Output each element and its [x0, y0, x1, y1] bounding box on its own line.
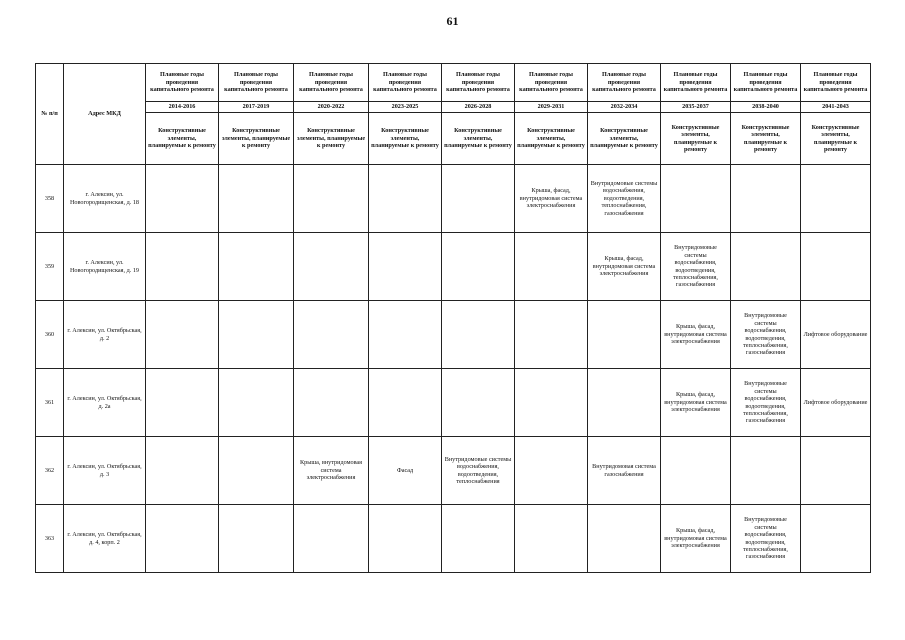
row-address: г. Алексин, ул. Октябрьская, д. 3: [64, 437, 146, 505]
header-plan-label: Плановые годы проведения капитального ремонта: [661, 64, 731, 102]
table-cell: [515, 369, 588, 437]
table-cell: Крыша, фасад, внутридомовая система электроснабжения: [661, 505, 731, 573]
header-elements-label: Конструктивные элементы, планируемые к ремонту: [369, 113, 442, 165]
header-period: 2038-2040: [731, 102, 801, 113]
table-cell: [661, 437, 731, 505]
table-cell: [442, 369, 515, 437]
row-address: г. Алексин, ул. Октябрьская, д. 2а: [64, 369, 146, 437]
header-elements-label: Конструктивные элементы, планируемые к ремонту: [442, 113, 515, 165]
table-cell: [731, 233, 801, 301]
table-row: [36, 369, 871, 437]
table-cell: Крыша, фасад, внутридомовая система электроснабжения: [661, 369, 731, 437]
table-cell: Крыша, фасад, внутридомовая система электроснабжения: [515, 165, 588, 233]
header-period: 2023-2025: [369, 102, 442, 113]
header-plan-label: Плановые годы проведения капитального ремонта: [146, 64, 219, 102]
table-cell: [731, 437, 801, 505]
table-row: [36, 505, 871, 573]
table-cell: [588, 369, 661, 437]
table-cell: Внутридомовые системы водоснабжения, водоотведения, теплоснабжения, газоснабжения: [661, 233, 731, 301]
header-row-years: [36, 102, 871, 113]
table-cell: Внутридомовые системы водоснабжения, водоотведения, теплоснабжения, газоснабжения: [731, 301, 801, 369]
table-cell: [146, 505, 219, 573]
table-cell: [294, 369, 369, 437]
table-cell: [219, 301, 294, 369]
table-cell: Внутридомовая система газоснабжения: [588, 437, 661, 505]
table-cell: [515, 233, 588, 301]
table-cell: [442, 165, 515, 233]
header-period: 2041-2043: [801, 102, 871, 113]
table-cell: [294, 301, 369, 369]
table-row: [36, 437, 871, 505]
header-elements-label: Конструктивные элементы, планируемые к ремонту: [146, 113, 219, 165]
table-cell: [146, 301, 219, 369]
header-period: 2026-2028: [442, 102, 515, 113]
table-cell: [294, 165, 369, 233]
header-period: 2032-2034: [588, 102, 661, 113]
row-number: 358: [36, 165, 64, 233]
table-cell: Крыша, фасад, внутридомовая система электроснабжения: [661, 301, 731, 369]
header-period: 2017-2019: [219, 102, 294, 113]
page-number: 61: [446, 14, 459, 28]
row-address: г. Алексин, ул. Октябрьская, д. 4, корп. 2: [64, 505, 146, 573]
table-cell: Внутридомовые системы водоснабжения, водоотведения, теплоснабжения, газоснабжения: [588, 165, 661, 233]
table-cell: Лифтовое оборудование: [801, 369, 871, 437]
header-elements-label: Конструктивные элементы, планируемые к ремонту: [294, 113, 369, 165]
table-cell: [515, 301, 588, 369]
header-address: Адрес МКД: [64, 64, 146, 165]
header-plan-label: Плановые годы проведения капитального ремонта: [442, 64, 515, 102]
table-cell: [294, 505, 369, 573]
table-cell: Внутридомовые системы водоснабжения, водоотведения, теплоснабжения, газоснабжения: [731, 505, 801, 573]
table-cell: [369, 505, 442, 573]
header-period: 2020-2022: [294, 102, 369, 113]
table-cell: [369, 165, 442, 233]
header-elements-label: Конструктивные элементы, планируемые к ремонту: [731, 113, 801, 165]
table-cell: [442, 233, 515, 301]
table-row: [36, 165, 871, 233]
table-cell: [369, 369, 442, 437]
table-cell: [219, 505, 294, 573]
table-cell: [442, 301, 515, 369]
table-cell: [146, 165, 219, 233]
header-plan-label: Плановые годы проведения капитального ремонта: [588, 64, 661, 102]
table-cell: [219, 165, 294, 233]
table-cell: Крыша, фасад, внутридомовая система электроснабжения: [588, 233, 661, 301]
header-plan-label: Плановые годы проведения капитального ремонта: [801, 64, 871, 102]
table-cell: Лифтовое оборудование: [801, 301, 871, 369]
table-cell: Внутридомовые системы водоснабжения, водоотведения, теплоснабжения, газоснабжения: [731, 369, 801, 437]
row-address: г. Алексин, ул. Новогородищенская, д. 19: [64, 233, 146, 301]
header-row-elements: [36, 113, 871, 165]
header-num: № п/п: [36, 64, 64, 165]
header-plan-label: Плановые годы проведения капитального ремонта: [294, 64, 369, 102]
row-number: 360: [36, 301, 64, 369]
table-cell: [801, 505, 871, 573]
row-number: 359: [36, 233, 64, 301]
row-address: г. Алексин, ул. Октябрьская, д. 2: [64, 301, 146, 369]
header-elements-label: Конструктивные элементы, планируемые к ремонту: [588, 113, 661, 165]
table-cell: [219, 369, 294, 437]
table-row: [36, 301, 871, 369]
header-elements-label: Конструктивные элементы, планируемые к ремонту: [801, 113, 871, 165]
table-cell: [146, 369, 219, 437]
table-cell: [515, 505, 588, 573]
header-period: 2014-2016: [146, 102, 219, 113]
row-number: 362: [36, 437, 64, 505]
header-elements-label: Конструктивные элементы, планируемые к ремонту: [661, 113, 731, 165]
table-cell: [731, 165, 801, 233]
table-cell: Крыша, внутридомовая система электроснабжения: [294, 437, 369, 505]
table-cell: Внутридомовые системы водоснабжения, водоотведения, теплоснабжения: [442, 437, 515, 505]
table-cell: [442, 505, 515, 573]
header-plan-label: Плановые годы проведения капитального ремонта: [731, 64, 801, 102]
table-cell: Фасад: [369, 437, 442, 505]
header-period: 2029-2031: [515, 102, 588, 113]
table-cell: [588, 505, 661, 573]
table-cell: [294, 233, 369, 301]
table-cell: [369, 301, 442, 369]
table-cell: [515, 437, 588, 505]
header-period: 2035-2037: [661, 102, 731, 113]
table-cell: [146, 437, 219, 505]
row-number: 363: [36, 505, 64, 573]
table-cell: [369, 233, 442, 301]
table-row: [36, 233, 871, 301]
header-elements-label: Конструктивные элементы, планируемые к ремонту: [515, 113, 588, 165]
header-row-plan: [36, 64, 871, 102]
header-plan-label: Плановые годы проведения капитального ремонта: [515, 64, 588, 102]
header-elements-label: Конструктивные элементы, планируемые к ремонту: [219, 113, 294, 165]
row-number: 361: [36, 369, 64, 437]
table-cell: [588, 301, 661, 369]
table-cell: [146, 233, 219, 301]
capital-repair-table: [35, 63, 871, 573]
header-plan-label: Плановые годы проведения капитального ремонта: [369, 64, 442, 102]
table-cell: [801, 233, 871, 301]
header-plan-label: Плановые годы проведения капитального ремонта: [219, 64, 294, 102]
row-address: г. Алексин, ул. Новогородищенская, д. 18: [64, 165, 146, 233]
table-cell: [661, 165, 731, 233]
table-cell: [801, 165, 871, 233]
table-cell: [219, 233, 294, 301]
table-cell: [801, 437, 871, 505]
table-cell: [219, 437, 294, 505]
